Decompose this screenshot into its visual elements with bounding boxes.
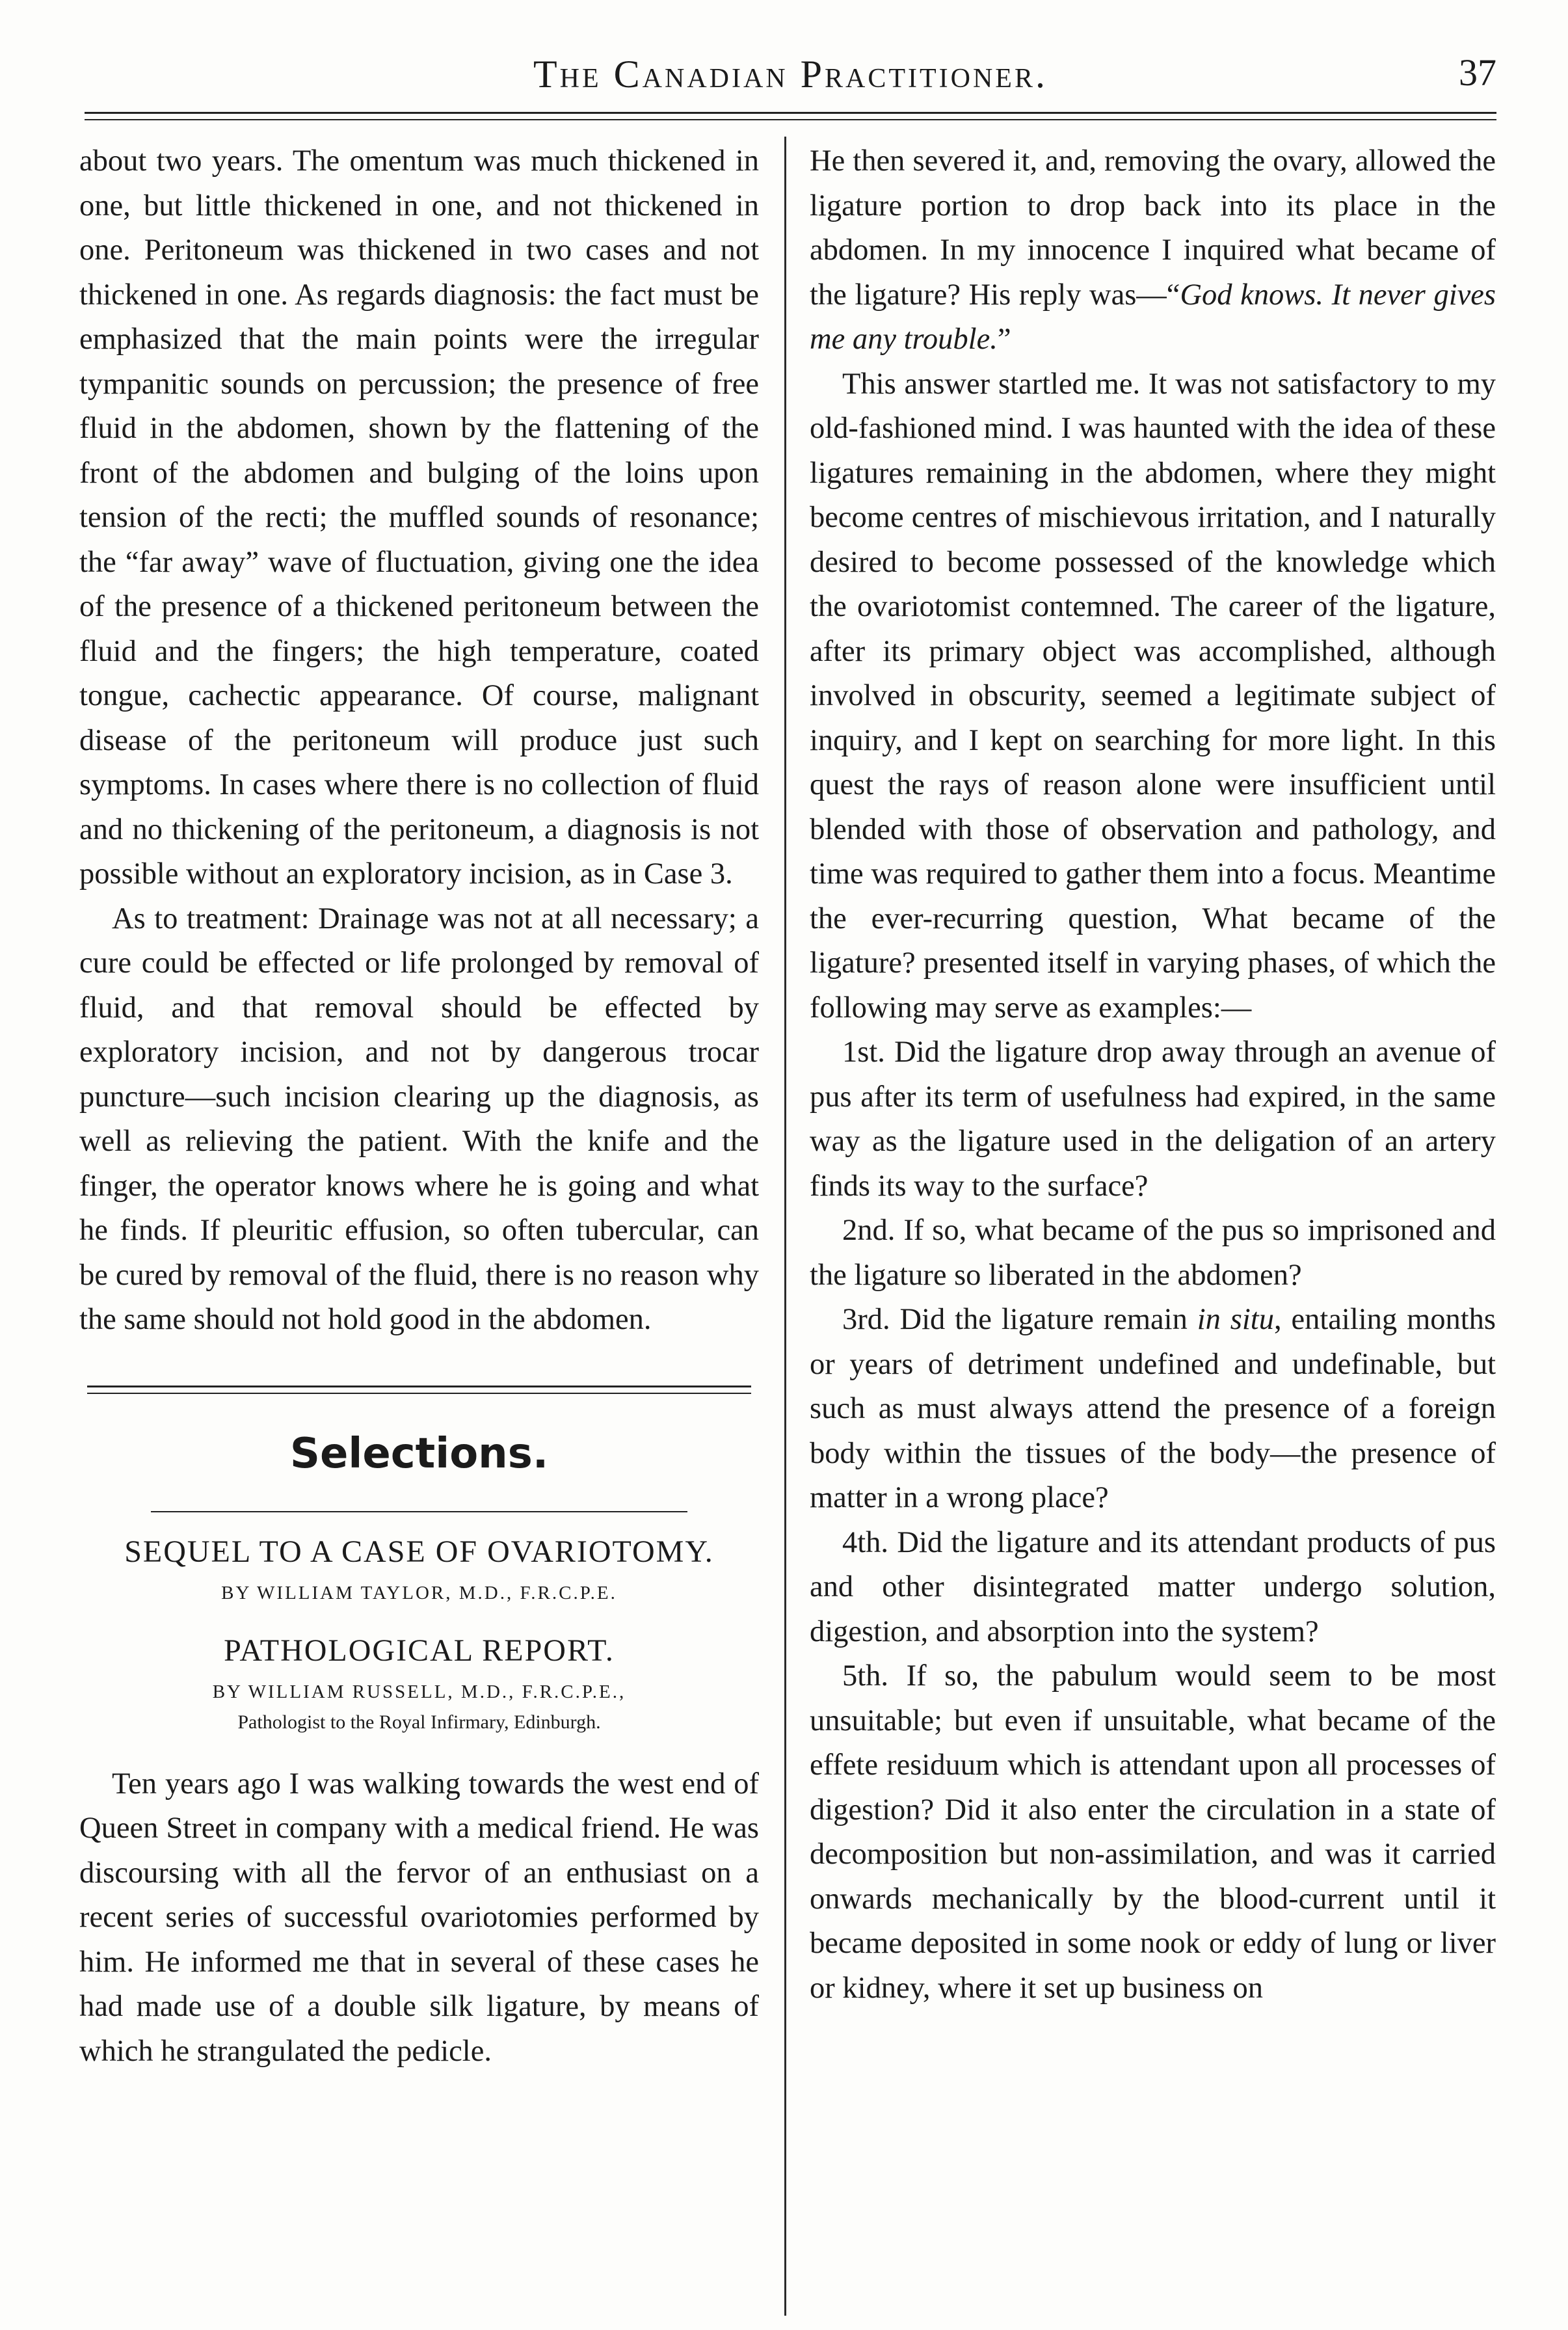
right-column [810,139,1496,2011]
question-item: 5th. If so, the pabulum would seem to be most unsuitable; but even if unsuitable, what became of the effete residuum which is attendant upon all processes of digestion? Did it also enter the circulation in a state of decomposition but non-assimilation, and was it carried onwards mechanically by the blood-current until it became deposited in some nook or eddy of lung or liver or kidney, where it set up business on [810,1659,1496,2005]
question-item: 2nd. If so, what became of the pus so imprisoned and the ligature so liberated in the abdomen? [810,1214,1496,1292]
question-item [810,1298,1496,1521]
paragraph-text: , entailing months or years of detriment undefined and undefinable, but such as must always attend the presence of a foreign body within the tissues of the body—the presence of matter in a wrong place? [810,1303,1496,1514]
running-head [85,47,1496,105]
page-number: 37 [1459,51,1496,94]
header-rule [85,112,1496,120]
paragraph-text: He then severed it, and, removing the ovary, allowed the ligature portion to drop back into its place in the abdomen. In my innocence I inquired what became of the ligature? His reply was—“ [810,144,1496,312]
paragraph: As to treatment: Drainage was not at all necessary; a cure could be effected or life prolonged by removal of fluid, and that removal should be effected by exploratory incision, and not by dangerous trocar puncture—such incision clearing up the diagnosis, as well as relieving the patient. With the knife and the finger, the operator knows where he is going and what he finds. If pleuritic effusion, so often tubercular, can be cured by removal of the fluid, there is no reason why the same should not hold good in the abdomen. [79,902,759,1336]
paragraph: Ten years ago I was walking towards the west end of Queen Street in company with a medical friend. He was discoursing with all the fervor of an enthusiast on a recent series of successful ovariotomies performed by him. He informed me that in several of these cases he had made use of a double silk ligature, by means of which he strangulated the pedicle. [79,1767,759,2068]
left-column [79,139,759,2074]
paragraph [810,139,1496,362]
article-title: SEQUEL TO A CASE OF OVARIOTOMY. [124,1534,714,1569]
italic-phrase: in situ [1197,1303,1274,1336]
report-affiliation: Pathologist to the Royal Infirmary, Edinburgh. [237,1711,601,1733]
column-divider [784,137,786,2316]
article-body [79,1762,759,2074]
section-heading: Selections. [289,1429,549,1478]
question-item: 4th. Did the ligature and its attendant products of pus and other disintegrated matter undergo solution, digestion, and absorption into the system? [810,1525,1496,1648]
journal-title: The Canadian Practitioner. [533,53,1048,96]
report-byline: BY WILLIAM RUSSELL, M.D., F.R.C.P.E., [212,1681,626,1702]
quoted-reply: God knows. It never gives me any trouble. [810,278,1496,356]
paragraph-text: 3rd. Did the ligature remain [842,1303,1197,1336]
article-byline: BY WILLIAM TAYLOR, M.D., F.R.C.P.E. [221,1582,617,1603]
paragraph: This answer startled me. It was not satisfactory to my old-fashioned mind. I was haunted with the idea of these ligatures remaining in the abdomen, where they might become centres of mischievous irritation, and I naturally desired to become possessed of the knowledge which the ovariotomist contemned. The career of the ligature, after its primary object was accomplished, although involved in obscurity, seemed a legitimate subject of inquiry, and I kept on searching for more light. In this quest the rays of reason alone were insufficient until blended with those of observation and pathology, and time was required to gather them into a focus. Meantime the ever-recurring question, What became of the ligature? presented itself in varying phases, of which the following may serve as examples:— [810,367,1496,1024]
paragraph: about two years. The omentum was much thickened in one, but little thickened in one, and not thickened in one. Peritoneum was thickened in two cases and not thickened in one. As regards diagnosis: the fact must be emphasized that the main points were the irregular tympanitic sounds on percussion; the presence of free fluid in the abdomen, shown by the flattening of the front of the abdomen and bulging of the loins upon tension of the recti; the muffled sounds of resonance; the “far away” wave of fluctuation, giving one the idea of the presence of a thickened peritoneum between the fluid and the fingers; the high temperature, coated tongue, cachectic appearance. Of course, malignant disease of the peritoneum will produce just such symptoms. In cases where there is no collection of fluid and no thickening of the peritoneum, a diagnosis is not possible without an exploratory incision, as in Case 3. [79,144,759,890]
question-item: 1st. Did the ligature drop away through an avenue of pus after its term of usefulness had expired, in the same way as the ligature used in the deligation of an artery finds its way to the surface? [810,1036,1496,1203]
section-rule [87,1386,751,1394]
report-title: PATHOLOGICAL REPORT. [224,1633,615,1668]
paragraph-text: ” [997,323,1011,356]
divider [151,1511,687,1512]
